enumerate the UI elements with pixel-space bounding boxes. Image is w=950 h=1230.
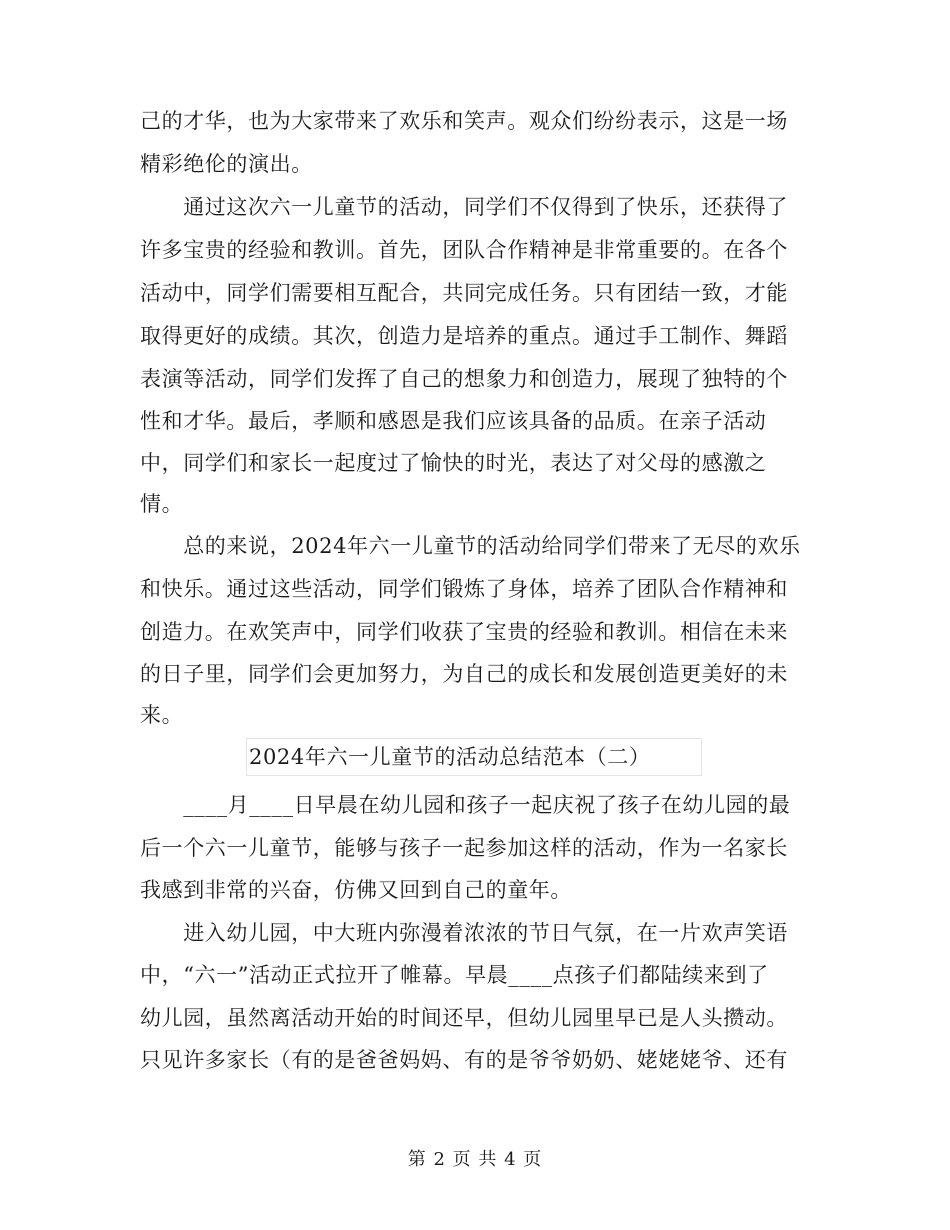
- body-text-line: 幼儿园，虽然离活动开始的时间还早，但幼儿园里早已是人头攒动。: [140, 1006, 788, 1030]
- body-text-line: 情。: [140, 492, 184, 516]
- body-text-line: 我感到非常的兴奋，仿佛又回到自己的童年。: [140, 878, 572, 902]
- body-text-line: 进入幼儿园，中大班内弥漫着浓浓的节日气氛，在一片欢声笑语: [140, 921, 788, 945]
- body-text-line: 通过这次六一儿童节的活动，同学们不仅得到了快乐，还获得了: [140, 195, 788, 219]
- body-text-line: 中，“六一”活动正式拉开了帷幕。早晨____点孩子们都陆续来到了: [140, 963, 769, 987]
- body-text-line: 活动中，同学们需要相互配合，共同完成任务。只有团结一致，才能: [140, 281, 788, 305]
- body-text-line: 性和才华。最后，孝顺和感恩是我们应该具备的品质。在亲子活动: [140, 409, 767, 433]
- body-text-line: 己的才华，也为大家带来了欢乐和笑声。观众们纷纷表示，这是一场: [140, 109, 788, 133]
- page-number-footer: 第 2 页 共 4 页: [407, 1149, 543, 1170]
- section-title: 2024年六一儿童节的活动总结范本（二）: [246, 738, 702, 776]
- body-text-line: 表演等活动，同学们发挥了自己的想象力和创造力，展现了独特的个: [140, 367, 788, 391]
- body-text-line: 后一个六一儿童节，能够与孩子一起参加这样的活动，作为一名家长: [140, 836, 788, 860]
- body-text-line: 许多宝贵的经验和教训。首先，团队合作精神是非常重要的。在各个: [140, 238, 788, 262]
- body-text-line: 精彩绝伦的演出。: [140, 152, 313, 176]
- body-text-line: 总的来说，2024年六一儿童节的活动给同学们带来了无尽的欢乐: [140, 534, 801, 558]
- body-text-line: 和快乐。通过这些活动，同学们锻炼了身体，培养了团队合作精神和: [140, 577, 788, 601]
- body-text-line: 中，同学们和家长一起度过了愉快的时光，表达了对父母的感激之: [140, 451, 767, 475]
- body-text-line: 来。: [140, 703, 184, 727]
- body-text-line: 只见许多家长（有的是爸爸妈妈、有的是爷爷奶奶、姥姥姥爷、还有: [140, 1048, 788, 1072]
- body-text-line: 取得更好的成绩。其次，创造力是培养的重点。通过手工制作、舞蹈: [140, 324, 788, 348]
- body-text-line: ____月____日早晨在幼儿园和孩子一起庆祝了孩子在幼儿园的最: [140, 793, 791, 817]
- body-text-line: 的日子里，同学们会更加努力，为自己的成长和发展创造更美好的未: [140, 662, 788, 686]
- body-text-line: 创造力。在欢笑声中，同学们收获了宝贵的经验和教训。相信在未来: [140, 620, 788, 644]
